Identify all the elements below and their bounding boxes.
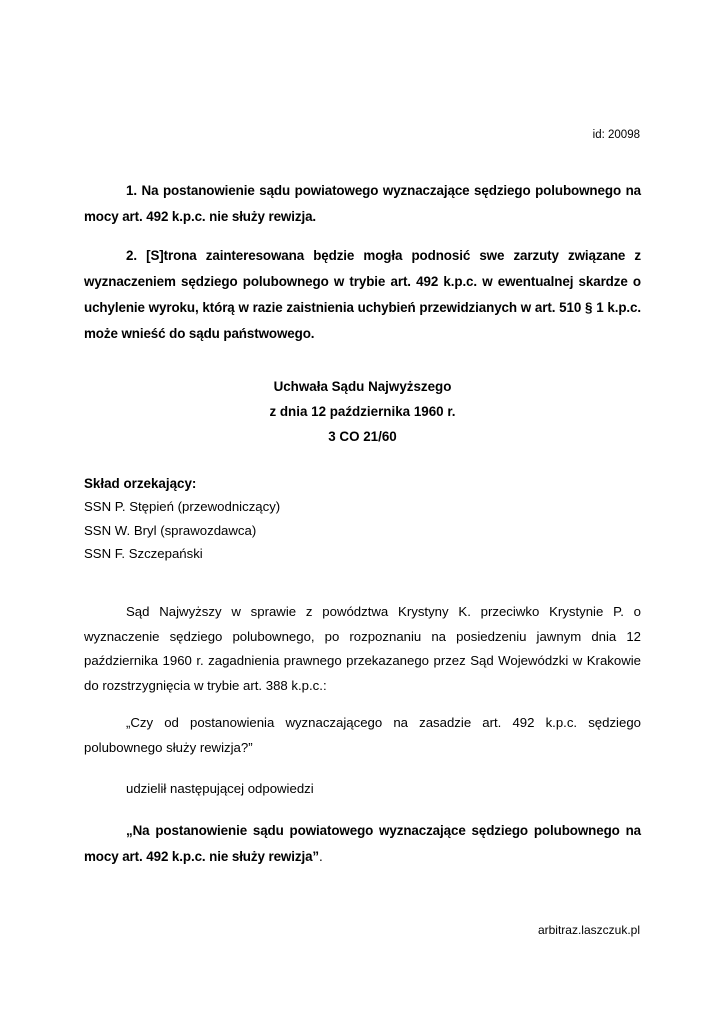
resolution-signature: 3 CO 21/60 bbox=[328, 429, 397, 444]
intro-paragraph: Sąd Najwyższy w sprawie z powództwa Krystyny K. przeciwko Krystynie P. o wyznaczenie sędziego polubownego, po rozpoznaniu na posiedzeniu jawnym dnia 12 października 1960 r. zagadnienia prawnego przekazanego przez Sąd Wojewódzki w Krakowie do rozstrzygnięcia w trybie art. 388 k.p.c.: bbox=[84, 604, 641, 693]
panel-heading: Skład orzekający: bbox=[84, 476, 197, 491]
panel-member: SSN F. Szczepański bbox=[84, 546, 203, 561]
answer-intro: udzielił następującej odpowiedzi bbox=[126, 781, 314, 796]
panel-members bbox=[84, 495, 280, 566]
panel-member: SSN P. Stępień (przewodniczący) bbox=[84, 499, 281, 514]
legal-question: „Czy od postanowienia wyznaczającego na zasadzie art. 492 k.p.c. sędziego polubownego służy rewizja?” bbox=[84, 715, 641, 755]
answer-text: „Na postanowienie sądu powiatowego wyznaczające sędziego polubownego na mocy art. 492 k.p.c. nie służy rewizja” bbox=[84, 823, 641, 864]
document-id: id: 20098 bbox=[592, 129, 640, 141]
resolution-title bbox=[84, 374, 641, 449]
resolution-date: z dnia 12 października 1960 r. bbox=[269, 404, 456, 419]
answer-period: . bbox=[319, 849, 323, 864]
answer-paragraph bbox=[84, 818, 641, 870]
resolution-court: Uchwała Sądu Najwyższego bbox=[273, 379, 452, 394]
panel-member: SSN W. Bryl (sprawozdawca) bbox=[84, 522, 257, 538]
source-footer: arbitraz.laszczuk.pl bbox=[537, 923, 640, 937]
thesis-2: 2. [S]trona zainteresowana będzie mogła podnosić swe zarzuty związane z wyznaczeniem sędziego polubownego w trybie art. 492 k.p.c. w ewentualnej skardze o uchylenie wyroku, którą w razie zaistnienia uchybień przewidzianych w art. 510 § 1 k.p.c. może wnieść do sądu państwowego. bbox=[84, 248, 641, 341]
thesis-1: 1. Na postanowienie sądu powiatowego wyznaczające sędziego polubownego na mocy art. 492 k.p.c. nie służy rewizja. bbox=[84, 183, 641, 224]
